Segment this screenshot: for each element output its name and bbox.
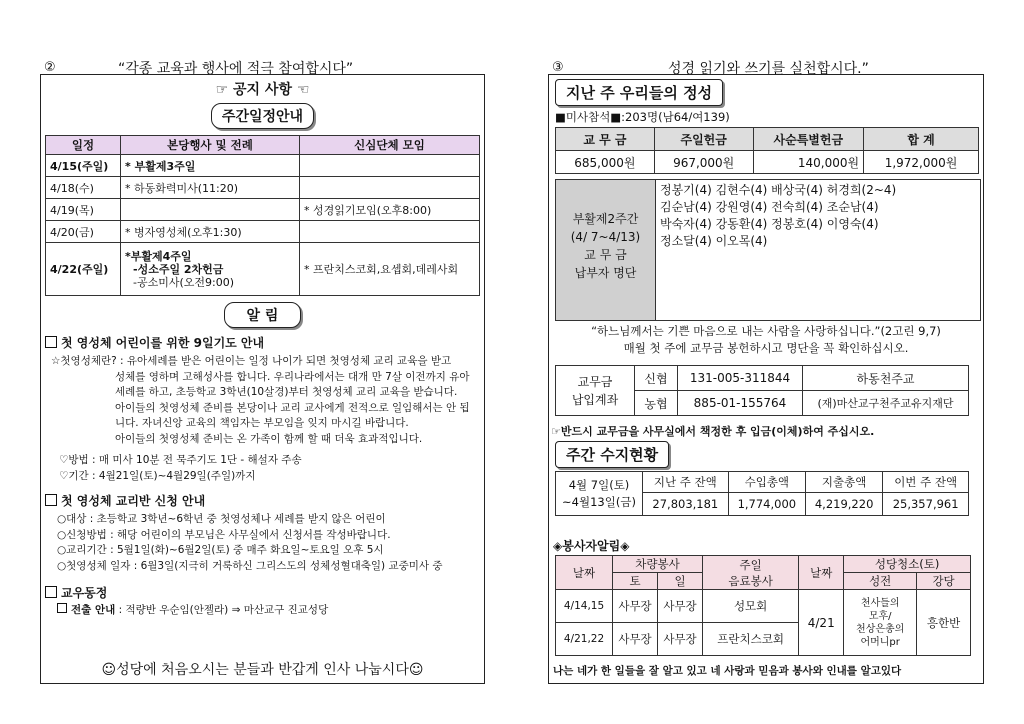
schedule-event: * 부활제3주일 (121, 155, 300, 177)
donor-label-line: (4/ 7~4/13) (570, 230, 641, 244)
finance-period-line: 4월 7일(토) (568, 477, 630, 492)
body-line: 아이들의 첫영성체 준비를 본당이나 교리 교사에게 전적으로 일임해서는 안 됩 (115, 401, 470, 414)
schedule-event-line: *부활제4주일 (125, 249, 192, 263)
checkbox-icon (57, 603, 67, 613)
table-row (46, 177, 480, 199)
bank-name: 신협 (635, 366, 678, 391)
offering-header: 합 계 (864, 128, 979, 151)
body-line: 니다. 자녀신앙 교육의 책임자는 부모임을 잊지 마시길 바랍니다. (115, 417, 409, 429)
offering-header: 교 무 금 (556, 128, 655, 151)
finance-value: 4,219,220 (805, 493, 882, 516)
left-motto: “각종 교육과 행사에 적극 참여합시다” (118, 61, 354, 77)
account-table (555, 365, 969, 416)
donor-line: 김순남(4) 강원영(4) 전숙희(4) 조순남(4) (660, 200, 879, 214)
clean-altar-line: 어머니pr (860, 636, 900, 648)
finance-header: 지난 주 잔액 (643, 472, 729, 493)
schedule-event (121, 199, 300, 221)
vol-header-drink (703, 556, 799, 590)
offering-value: 967,000원 (654, 151, 753, 174)
period-line: ♡기간 : 4월21일(토)~4월29일(주일)까지 (59, 469, 256, 482)
vol-drink: 프란치스코회 (703, 623, 799, 656)
account-label-line: 납입계좌 (571, 392, 619, 407)
clean-date: 4/21 (799, 590, 844, 656)
schedule-date: 4/20(금) (46, 221, 121, 243)
schedule-event: * 병자영성체(오후1:30) (121, 221, 300, 243)
donor-label-line: 교 무 금 (584, 248, 627, 262)
account-holder: 하동천주교 (803, 366, 969, 391)
finance-header: 수입총액 (728, 472, 805, 493)
schedule-group (300, 177, 480, 199)
clean-altar-line: 모후/ (868, 610, 892, 622)
vol-header-sun: 일 (658, 573, 703, 590)
page-number-left: ② (44, 60, 56, 75)
bank-name: 농협 (635, 391, 678, 416)
offering-value: 1,972,000원 (864, 151, 979, 174)
schedule-group (300, 155, 480, 177)
account-holder: (재)마산교구천주교유지재단 (803, 391, 969, 416)
finance-header: 이번 주 잔액 (883, 472, 969, 493)
section-title: 교우동정 (61, 586, 108, 600)
schedule-header: 일정 (46, 136, 121, 155)
schedule-header: 본당행사 및 전례 (121, 136, 300, 155)
vol-header-car: 차량봉사 (613, 556, 703, 573)
vol-sat: 사무장 (613, 623, 658, 656)
vol-date: 4/14,15 (556, 590, 613, 623)
table-row (556, 590, 971, 623)
vol-header-clean: 성당청소(토) (844, 556, 971, 573)
finance-value: 1,774,000 (728, 493, 805, 516)
schedule-group (300, 221, 480, 243)
account-label-line: 교무금 (577, 374, 613, 389)
finance-value: 25,357,961 (883, 493, 969, 516)
table-row (46, 199, 480, 221)
right-panel (548, 74, 984, 684)
body-line: ☆첫영성체란? : 유아세례를 받은 어린이는 일정 나이가 되면 첫영성체 교리 교육을 받고 (51, 355, 452, 367)
schedule-date: 4/22(주일) (46, 243, 121, 296)
vol-sat: 사무장 (613, 590, 658, 623)
body-line: 세례를 하고, 초등학교 3학년(10살경)부터 첫영성체 교리 교육을 받습니다. (115, 386, 458, 398)
schedule-date: 4/18(수) (46, 177, 121, 199)
page-number-right: ③ (552, 60, 564, 75)
schedule-header: 신심단체 모임 (300, 136, 480, 155)
vol-header-sat: 토 (613, 573, 658, 590)
donor-list (660, 182, 896, 250)
notice-title: ☞ 공지 사항 ☜ (215, 82, 310, 98)
left-panel (40, 74, 485, 684)
first-communion-novena-section (45, 334, 484, 484)
parish-news-section (45, 584, 484, 619)
donor-line: 정봉기(4) 김현수(4) 배상국(4) 허경희(2~4) (660, 183, 897, 197)
vol-header-altar: 성전 (844, 573, 917, 590)
clean-altar-line: 천상은총의 (856, 623, 905, 635)
schedule-date: 4/15(주일) (46, 155, 121, 177)
account-number: 131-005-311844 (678, 366, 803, 391)
square-bullet-icon (45, 586, 57, 598)
right-footer: 나는 네가 한 일들을 잘 알고 있고 네 사랑과 믿음과 봉사와 인내를 알고있다 (553, 665, 902, 677)
donor-line: 박숙자(4) 강동환(4) 정봉호(4) 이영숙(4) (660, 217, 879, 231)
method-line: ♡방법 : 매 미사 10분 전 묵주기도 1단 - 해설자 주송 (59, 454, 302, 466)
finance-title: 주간 수지현황 (555, 441, 669, 468)
transfer-text: : 적량반 우순임(안젤라) ⇒ 마산교구 진교성당 (115, 604, 329, 616)
right-motto: 성경 읽기와 쓰기를 실천합시다.” (668, 61, 869, 77)
offering-title: 지난 주 우리들의 정성 (555, 79, 723, 106)
offering-value: 685,000원 (556, 151, 655, 174)
left-footer: ☺성당에 처음오시는 분들과 반갑게 인사 나눕시다☺ (101, 662, 424, 678)
finance-period (556, 472, 643, 516)
vol-header-yard: 강당 (917, 573, 971, 590)
vol-header-date2: 날짜 (799, 556, 844, 590)
body-line: 아이들의 첫영성체 준비는 온 가족이 함께 할 때 더욱 효과적입니다. (115, 432, 423, 445)
account-label (556, 366, 635, 416)
transfer-notice: ☞반드시 교무금을 사무실에서 책정한 후 입금(이체)하여 주십시오. (551, 425, 875, 438)
body-line: ○대상 : 초등학교 3학년~6학년 중 첫영성체나 세례를 받지 않은 어린이 (57, 513, 386, 525)
donor-box (555, 179, 981, 321)
schedule-group: * 프란치스코회,요셉회,데레사회 (300, 243, 480, 296)
square-bullet-icon (45, 494, 57, 506)
body-line: 성체를 영하며 고해성사를 합니다. 우리나라에서는 대개 만 7살 이전까지 유아 (115, 370, 470, 383)
offering-header: 주일헌금 (654, 128, 753, 151)
finance-value: 27,803,181 (643, 493, 729, 516)
schedule-table (45, 135, 480, 296)
table-row (46, 221, 480, 243)
schedule-event-line: -성소주일 2차헌금 (133, 262, 224, 276)
account-number: 885-01-155764 (678, 391, 803, 416)
finance-table (555, 471, 969, 516)
schedule-title: 주간일정안내 (211, 103, 314, 129)
table-row (46, 155, 480, 177)
schedule-group: * 성경읽기모임(오후8:00) (300, 199, 480, 221)
donor-label-line: 부활제2주간 (572, 212, 639, 226)
offering-header: 사순특별헌금 (753, 128, 864, 151)
vol-date: 4/21,22 (556, 623, 613, 656)
clean-altar-line: 천사들의 (860, 597, 900, 609)
section-title: 첫 영성체 어린이를 위한 9일기도 안내 (61, 336, 265, 350)
volunteer-title: ◈봉사자알림◈ (553, 539, 630, 553)
body-line: ○첫영성체 일자 : 6월3일(지극히 거룩하신 그리스도의 성체성혈대축일) 교중미사 중 (57, 559, 443, 572)
finance-period-line: ~4월13일(금) (562, 494, 636, 509)
schedule-event: * 하동화력미사(11:20) (121, 177, 300, 199)
vol-header-drink-line: 음료봉사 (728, 573, 773, 588)
offering-value: 140,000원 (753, 151, 864, 174)
vol-header-drink-line: 주일 (739, 557, 762, 572)
clean-yard: 흥한반 (917, 590, 971, 656)
donor-line: 정소달(4) 이오목(4) (660, 234, 768, 248)
section-title: 첫 영성체 교리반 신청 안내 (61, 494, 206, 508)
finance-header: 지출총액 (805, 472, 882, 493)
bible-quote: “하느님께서는 기쁜 마음으로 내는 사람을 사랑하십니다.”(2고린 9,7) (591, 324, 941, 338)
vol-sun: 사무장 (658, 590, 703, 623)
announce-title: 알 림 (224, 302, 302, 328)
donor-label-line: 납부자 명단 (574, 266, 637, 280)
vol-sun: 사무장 (658, 623, 703, 656)
volunteer-table (555, 555, 971, 656)
vol-drink: 성모회 (703, 590, 799, 623)
schedule-date: 4/19(목) (46, 199, 121, 221)
catechism-signup-section (45, 492, 484, 574)
clean-altar (844, 590, 917, 656)
schedule-event-line: -공소미사(오전9:00) (133, 275, 235, 289)
mass-attendance: ■미사참석■:203명(남64/여139) (555, 110, 730, 124)
donor-label (556, 180, 656, 320)
square-bullet-icon (45, 336, 57, 348)
table-row (46, 243, 480, 296)
transfer-label: 전출 안내 (71, 604, 116, 616)
vol-header-date: 날짜 (556, 556, 613, 590)
body-line: ○신청방법 : 해당 어린이의 부모님은 사무실에서 신청서를 작성바랍니다. (57, 528, 391, 541)
offering-table (555, 127, 979, 174)
offering-reminder: 매월 첫 주에 교무금 봉헌하시고 명단을 꼭 확인하십시오. (623, 341, 909, 355)
body-line: ○교리기간 : 5월1일(화)~6월2일(토) 중 매주 화요일~토요일 오후 5시 (57, 544, 384, 556)
